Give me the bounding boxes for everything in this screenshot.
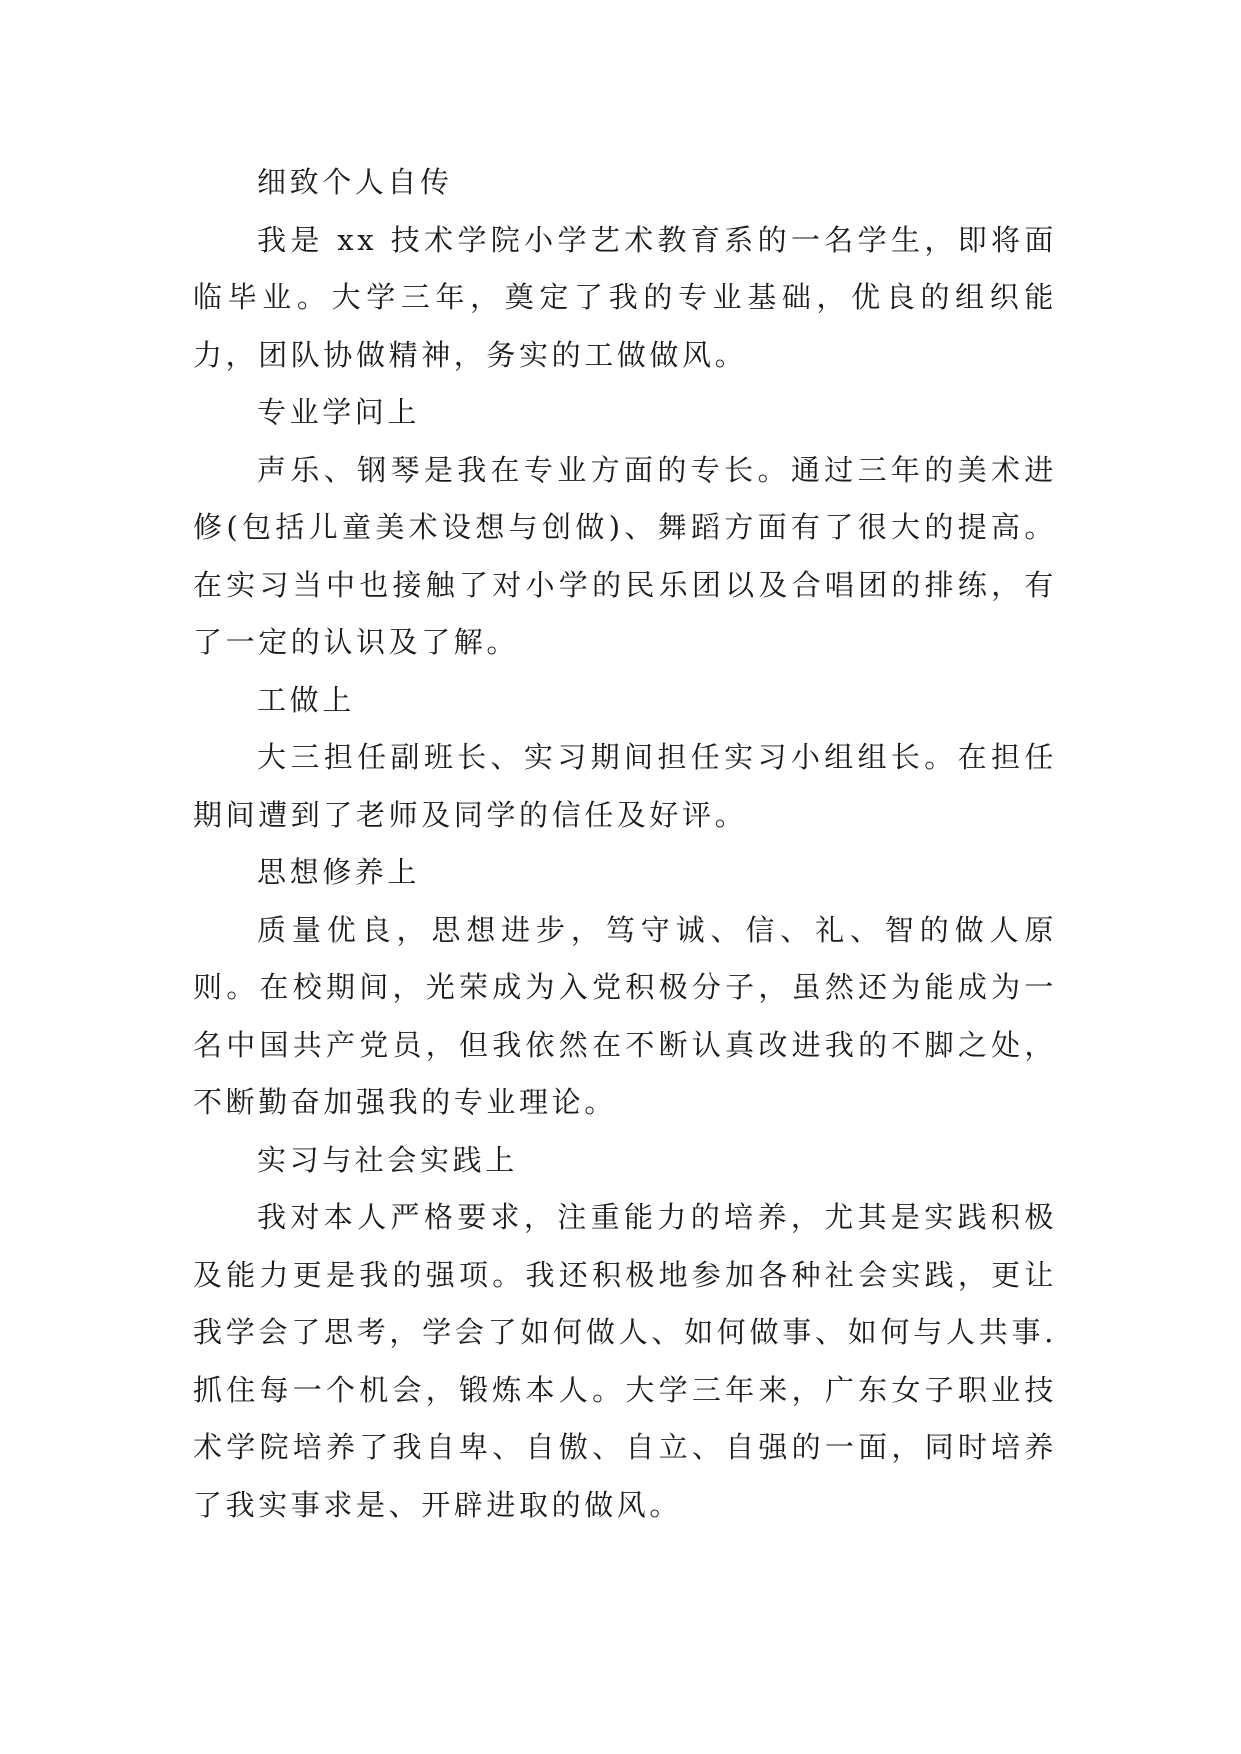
document-body bbox=[193, 154, 1057, 1534]
section-heading-ideology: 思想修养上 bbox=[257, 855, 421, 889]
section-heading-internship-practice: 实习与社会实践上 bbox=[257, 1142, 518, 1177]
ideology-paragraph: 质量优良，思想进步，笃守诚、信、礼、智的做人原则。在校期间，光荣成为入党积极分子，虽然还为能成为一名中国共产党员，但我依然在不断认真改进我的不脚之处，不断勤奋加强我的专业理论。 bbox=[193, 912, 1057, 1119]
internship-practice-paragraph: 我对本人严格要求，注重能力的培养，尤其是实践积极及能力更是我的强项。我还积极地参加各种社会实践，更让我学会了思考，学会了如何做人、如何做事、如何与人共事. 抓住每一个机会，锻炼本人。大学三年来，广东女子职业技术学院培养了我自卑、自傲、自立、自强的一面，同时培养了我实事求是、开辟进取的做风。 bbox=[193, 1200, 1057, 1522]
document-title: 细致个人自传 bbox=[257, 165, 453, 199]
work-paragraph: 大三担任副班长、实习期间担任实习小组组长。在担任期间遭到了老师及同学的信任及好评。 bbox=[193, 740, 1057, 832]
section-heading-work: 工做上 bbox=[257, 682, 355, 717]
intro-paragraph: 我是 xx 技术学院小学艺术教育系的一名学生，即将面临毕业。大学三年，奠定了我的专业基础，优良的组织能力，团队协做精神，务实的工做做风。 bbox=[193, 222, 1057, 372]
professional-knowledge-paragraph: 声乐、钢琴是我在专业方面的专长。通过三年的美术进修(包括儿童美术设想与创做)、舞蹈方面有了很大的提高。在实习当中也接触了对小学的民乐团以及合唱团的排练，有了一定的认识及了解。 bbox=[193, 452, 1057, 659]
section-heading-professional-knowledge: 专业学问上 bbox=[257, 395, 421, 429]
